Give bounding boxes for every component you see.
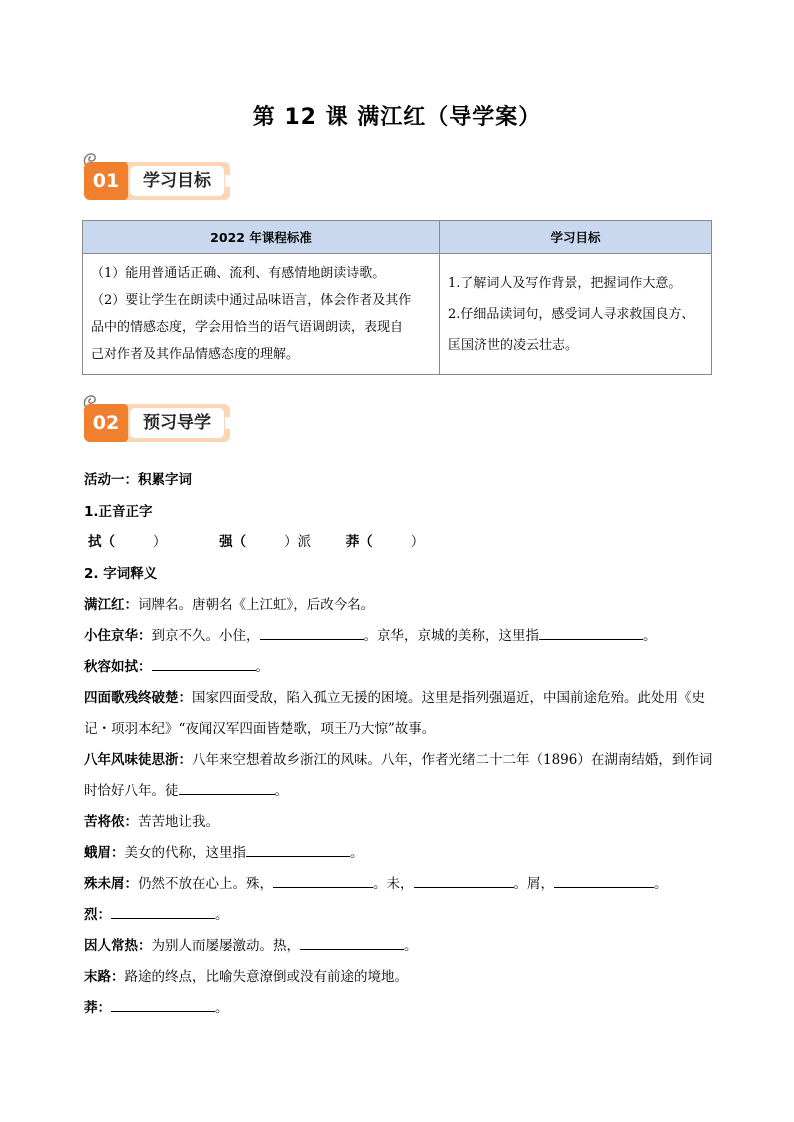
section-badge <box>84 404 230 442</box>
part1-title: 1.正音正字 <box>84 504 153 520</box>
entry-term: 四面歌残终破楚： <box>84 690 192 706</box>
entry-line <box>84 934 418 954</box>
entry-text: 。未， <box>373 876 414 892</box>
answer-blank[interactable] <box>300 934 404 950</box>
entry-text: 。屑， <box>513 876 554 892</box>
header-goals: 学习目标 <box>440 221 712 254</box>
entry-term: 蛾眉： <box>84 845 125 861</box>
goal-line: 2.仔细品读词句，感受词人寻求救国良方、 <box>448 306 695 322</box>
entry-line <box>84 748 712 768</box>
entry-text: 苦苦地让我。 <box>138 814 219 830</box>
standards-cell <box>83 254 440 375</box>
part2-title: 2. 字词释义 <box>84 566 158 582</box>
entry-text: 为别人而屡屡激动。热， <box>151 938 300 954</box>
entry-line <box>84 841 364 861</box>
answer-blank[interactable] <box>111 903 215 919</box>
standard-line: 品中的情感态度，学会用恰当的语气语调朗读，表现自 <box>91 320 404 335</box>
goals-cell <box>440 254 712 375</box>
entry-text: 国家四面受敌，陷入孤立无援的困境。这里是指列强逼近，中国前途危殆。此处用《史 <box>192 690 705 706</box>
standard-line: （2）要让学生在朗读中通过品味语言，体会作者及其作 <box>91 293 412 308</box>
entry-text: 。 <box>654 876 668 892</box>
entry-text: 。 <box>215 1000 229 1016</box>
section-number: 01 <box>84 162 128 200</box>
entry-term: 莽： <box>84 1000 111 1016</box>
entry-term: 小住京华： <box>84 628 152 644</box>
entry-text: 仍然不放在心上。殊， <box>138 876 273 892</box>
goals-table <box>82 220 712 375</box>
pinyin-char-3: 莽（ <box>345 534 373 550</box>
entry-text: 时恰好八年。徒 <box>84 783 179 799</box>
answer-blank[interactable] <box>179 779 275 795</box>
entry-line <box>84 810 219 830</box>
pinyin-char-1: 拭（ <box>88 534 115 550</box>
entry-text: 。 <box>215 907 229 923</box>
entry-line <box>84 872 668 892</box>
entry-line <box>84 655 269 675</box>
entry-text: 。 <box>643 628 657 644</box>
table-header-row <box>83 221 712 254</box>
section-header-preview <box>78 390 238 450</box>
pinyin-close-1: ） <box>153 534 167 550</box>
goal-line: 1.了解词人及写作背景，把握词作大意。 <box>448 275 682 291</box>
entry-text: 。 <box>255 659 269 675</box>
answer-blank[interactable] <box>554 872 654 888</box>
entry-term: 满江红： <box>84 597 138 613</box>
entry-line <box>84 779 288 799</box>
entry-term: 烈： <box>84 907 111 923</box>
section-badge <box>84 162 230 200</box>
entry-text: 。京华，京城的美称，这里指 <box>363 628 539 644</box>
section-header-goals <box>78 148 238 208</box>
answer-blank[interactable] <box>273 872 373 888</box>
entry-line: 记・项羽本纪》“夜闻汉军四面皆楚歌，项王乃大惊”故事。 <box>84 721 436 737</box>
entry-text: 词牌名。唐朝名《上江虹》，后改今名。 <box>138 597 375 613</box>
entry-line <box>84 903 229 923</box>
entry-term: 八年风味徒思浙： <box>84 752 192 768</box>
answer-blank[interactable] <box>111 996 215 1012</box>
answer-blank[interactable] <box>246 841 350 857</box>
entry-term: 因人常热： <box>84 938 152 954</box>
entry-text: 八年来空想着故乡浙江的风味。八年，作者光绪二十二年（1896）在湖南结婚，到作词 <box>192 752 713 768</box>
entry-term: 殊未屑： <box>84 876 138 892</box>
entry-line <box>84 965 408 985</box>
page-title: 第 12 课 满江红（导学案） <box>252 105 542 130</box>
entry-text: 美女的代称，这里指 <box>124 845 246 861</box>
entry-term: 秋容如拭： <box>84 659 152 675</box>
entry-line <box>84 686 705 706</box>
pinyin-char-2: 强（ <box>219 534 247 550</box>
entry-text: 路途的终点，比喻失意潦倒或没有前途的境地。 <box>124 969 408 985</box>
entry-text: 。 <box>404 938 418 954</box>
pinyin-close-2: ）派 <box>284 534 312 550</box>
section-label: 预习导学 <box>130 408 224 438</box>
activity-title: 活动一：积累字词 <box>84 472 192 488</box>
badge-tab <box>225 417 233 429</box>
badge-tab <box>225 175 233 187</box>
pinyin-row <box>88 530 424 550</box>
answer-blank[interactable] <box>414 872 514 888</box>
goal-line: 匡国济世的凌云壮志。 <box>448 337 579 353</box>
entry-line <box>84 593 374 613</box>
standard-line: （1）能用普通话正确、流利、有感情地朗读诗歌。 <box>91 266 386 281</box>
pinyin-close-3: ） <box>410 534 425 550</box>
entry-line <box>84 624 657 644</box>
header-standard: 2022 年课程标准 <box>83 221 440 254</box>
entry-text: 。 <box>274 783 288 799</box>
entry-text: 到京不久。小住， <box>151 628 260 644</box>
table-row <box>83 254 712 375</box>
entry-line <box>84 996 229 1016</box>
answer-blank[interactable] <box>539 624 643 640</box>
standard-line: 己对作者及其作品情感态度的理解。 <box>91 347 300 362</box>
answer-blank[interactable] <box>260 624 364 640</box>
section-label: 学习目标 <box>130 166 224 196</box>
entry-term: 末路： <box>84 969 125 985</box>
entry-text: 。 <box>350 845 364 861</box>
entry-term: 苦将侬： <box>84 814 138 830</box>
section-number: 02 <box>84 404 128 442</box>
answer-blank[interactable] <box>152 655 256 671</box>
